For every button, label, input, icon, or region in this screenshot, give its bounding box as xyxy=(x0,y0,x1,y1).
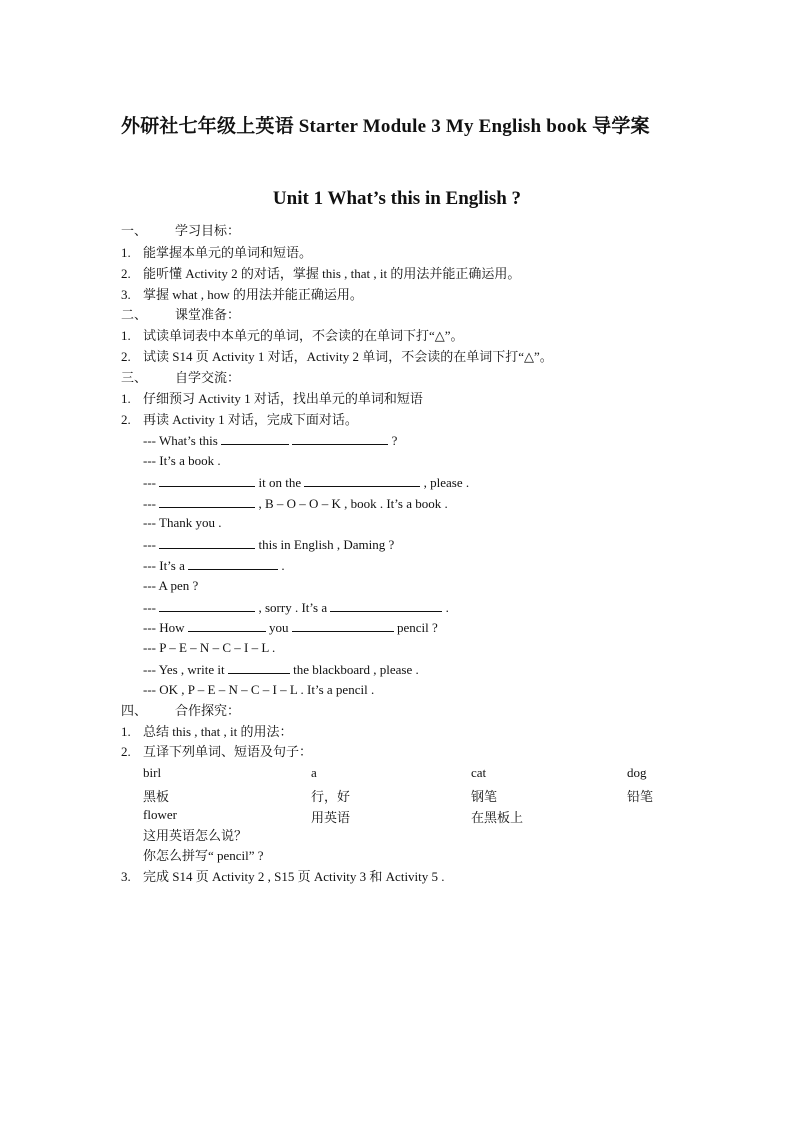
grid-cell: 钢笔 xyxy=(471,789,498,804)
grid-cell: dog xyxy=(627,765,647,780)
blank[interactable] xyxy=(221,432,289,445)
section-4-heading: 合作探究： xyxy=(175,703,241,718)
grid-cell: 行，好 xyxy=(311,789,351,804)
prep-2-number: 2. xyxy=(121,349,131,364)
section-1-number: 一、 xyxy=(121,223,148,238)
blank[interactable] xyxy=(292,432,388,445)
grid-cell: 黑板 xyxy=(143,789,170,804)
dialogue-line-13: --- OK , P – E – N – C – I – L . It’s a pencil . xyxy=(143,682,375,697)
prep-1-number: 1. xyxy=(121,328,131,343)
blank[interactable] xyxy=(159,599,255,612)
grid-cell: 在黑板上 xyxy=(471,810,524,825)
blank[interactable] xyxy=(292,619,394,632)
document-title: 外研社七年级上英语 Starter Module 3 My English book 导学案 xyxy=(121,116,650,137)
prep-2-text: 试读 S14 页 Activity 1 对话，Activity 2 单词，不会读的在单词下打“△”。 xyxy=(143,349,553,364)
grid-cell: a xyxy=(311,765,317,780)
dialogue-line-9: --- , sorry . It’s a . xyxy=(143,600,449,615)
question-1: 这用英语怎么说？ xyxy=(143,828,248,843)
final-text: 完成 S14 页 Activity 2 , S15 页 Activity 3 和 Activity 5 . xyxy=(143,869,445,884)
dialogue-line-4: --- , B – O – O – K , book . It’s a book . xyxy=(143,496,448,511)
blank[interactable] xyxy=(330,599,442,612)
goal-1-text: 能掌握本单元的单词和短语。 xyxy=(143,245,313,260)
question-2: 你怎么拼写“ pencil” ? xyxy=(143,848,264,863)
dialogue-line-2: --- It’s a book . xyxy=(143,453,221,468)
prep-1-text: 试读单词表中本单元的单词，不会读的在单词下打“△”。 xyxy=(143,328,464,343)
section-2-heading: 课堂准备： xyxy=(175,307,241,322)
self-1-text: 仔细预习 Activity 1 对话，找出单元的单词和短语 xyxy=(143,391,423,406)
final-number: 3. xyxy=(121,869,131,884)
dialogue-line-7: --- It’s a . xyxy=(143,558,285,573)
goal-1-number: 1. xyxy=(121,245,131,260)
goal-2-number: 2. xyxy=(121,266,131,281)
dialogue-line-10: --- How you pencil ? xyxy=(143,620,438,635)
blank[interactable] xyxy=(228,661,290,674)
dialogue-line-12: --- Yes , write it the blackboard , please . xyxy=(143,662,419,677)
dialogue-line-6: --- this in English , Daming ? xyxy=(143,537,395,552)
coop-2-number: 2. xyxy=(121,744,131,759)
goal-2-text: 能听懂 Activity 2 的对话，掌握 this , that , it 的用法并能正确运用。 xyxy=(143,266,521,281)
blank[interactable] xyxy=(188,619,266,632)
section-2-number: 二、 xyxy=(121,307,148,322)
section-1-heading: 学习目标： xyxy=(175,223,241,238)
dialogue-line-11: --- P – E – N – C – I – L . xyxy=(143,640,276,655)
self-2-number: 2. xyxy=(121,412,131,427)
dialogue-line-3: --- it on the , please . xyxy=(143,475,470,490)
grid-cell: birl xyxy=(143,765,162,780)
blank[interactable] xyxy=(304,474,420,487)
coop-1-text: 总结 this , that , it 的用法： xyxy=(143,724,293,739)
dialogue-line-8: --- A pen ? xyxy=(143,578,199,593)
grid-cell: 用英语 xyxy=(311,810,351,825)
section-3-number: 三、 xyxy=(121,370,148,385)
blank[interactable] xyxy=(159,536,255,549)
coop-1-number: 1. xyxy=(121,724,131,739)
grid-cell: flower xyxy=(143,807,177,822)
grid-cell: cat xyxy=(471,765,487,780)
goal-3-number: 3. xyxy=(121,287,131,302)
dialogue-line-1: --- What’s this ? xyxy=(143,433,398,448)
self-2-text: 再读 Activity 1 对话，完成下面对话。 xyxy=(143,412,358,427)
coop-2-text: 互译下列单词、短语及句子： xyxy=(143,744,313,759)
section-4-number: 四、 xyxy=(121,703,148,718)
goal-3-text: 掌握 what , how 的用法并能正确运用。 xyxy=(143,287,363,302)
blank[interactable] xyxy=(188,557,278,570)
blank[interactable] xyxy=(159,474,255,487)
dialogue-line-5: --- Thank you . xyxy=(143,515,222,530)
blank[interactable] xyxy=(159,495,255,508)
unit-title: Unit 1 What’s this in English ? xyxy=(272,188,522,209)
section-3-heading: 自学交流： xyxy=(175,370,241,385)
self-1-number: 1. xyxy=(121,391,131,406)
grid-cell: 铅笔 xyxy=(627,789,654,804)
